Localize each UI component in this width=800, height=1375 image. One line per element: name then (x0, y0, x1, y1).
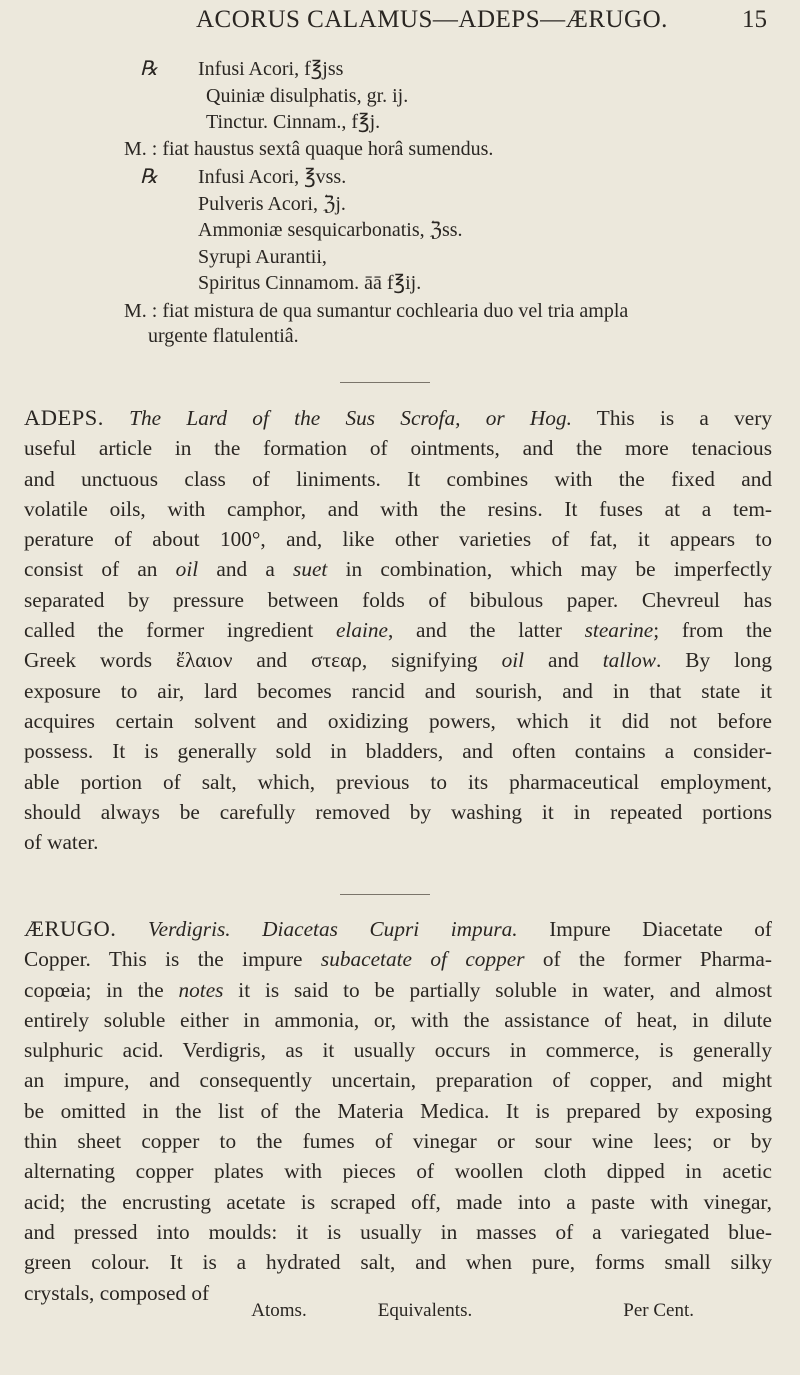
text-line: alternating copper plates with pieces of woollen cloth dipped in acetic (24, 1159, 772, 1184)
text-line: acquires certain solvent and oxidizing powers, which it did not before (24, 708, 772, 733)
running-header (0, 6, 800, 42)
rx2-directions-line: M. : fiat mistura de qua sumantur cochlearia duo vel tria ampla (124, 300, 629, 322)
section-divider (340, 894, 430, 895)
text-line: should always be carefully removed by washing it in repeated portions (24, 799, 772, 824)
rx2-line: Pulveris Acori, ℨj. (198, 192, 346, 215)
rx1-line: Tinctur. Cinnam., f℥j. (206, 111, 381, 133)
text-line: exposure to air, lard becomes rancid and sourish, and in that state it (24, 678, 772, 703)
rx1-line: Quiniæ disulphatis, gr. ij. (206, 84, 409, 107)
text-line: crystals, composed of (24, 1280, 210, 1305)
text-line: called the former ingredient elaine, and the latter stearine; from the (24, 618, 772, 643)
rx2-line: Ammoniæ sesquicarbonatis, ℨss. (198, 219, 463, 241)
text-line: possess. It is generally sold in bladders, and often contains a consider- (24, 739, 772, 764)
text-line: copœia; in the notes it is said to be partially soluble in water, and almost (24, 977, 772, 1002)
rx2-directions-line: urgente flatulentiâ. (148, 325, 299, 347)
text-line: an impure, and consequently uncertain, preparation of copper, and might (24, 1068, 772, 1093)
text-line: of water. (24, 830, 99, 855)
rx2-line: Infusi Acori, ℥vss. (198, 166, 347, 188)
text-line: consist of an oil and a suet in combination, which may be imperfectly (24, 557, 772, 582)
rx1-directions: M. : fiat haustus sextâ quaque horâ sumendus. (124, 138, 494, 160)
text-line: ADEPS. The Lard of the Sus Scrofa, or Hog. This is a very (24, 405, 772, 430)
text-line: sulphuric acid. Verdigris, as it usually occurs in commerce, is generally (24, 1038, 772, 1063)
header-per-cent: Per Cent. (623, 1300, 694, 1321)
text-line: acid; the encrusting acetate is scraped off, made into a paste with vinegar, (24, 1189, 772, 1214)
header-atoms: Atoms. (251, 1300, 307, 1321)
text-line: able portion of salt, which, previous to its pharmaceutical employment, (24, 769, 772, 794)
header-equivalents: Equivalents. (377, 1300, 473, 1321)
recipe-symbol-icon: ℞ (140, 58, 158, 80)
text-line: volatile oils, with camphor, and with the resins. It fuses at a tem- (24, 496, 772, 521)
rx1-line: Infusi Acori, f℥jss (198, 58, 344, 80)
prescription-1 (140, 56, 760, 138)
text-line: separated by pressure between folds of bibulous paper. Chevreul has (24, 587, 772, 612)
text-line: green colour. It is a hydrated salt, and when pure, forms small silky (24, 1250, 772, 1275)
rx2-line: Syrupi Aurantii, (198, 245, 327, 268)
text-line: be omitted in the list of the Materia Medica. It is prepared by exposing (24, 1098, 772, 1123)
table-header-row (24, 1300, 784, 1326)
text-line: Greek words ἔλαιον and στεαρ, signifying oil and tallow. By long (24, 648, 772, 673)
text-line: thin sheet copper to the fumes of vinegar or sour wine lees; or by (24, 1129, 772, 1154)
text-line: entirely soluble either in ammonia, or, with the assistance of heat, in dilute (24, 1007, 772, 1032)
aerugo-entry (24, 914, 772, 1308)
text-line: and pressed into moulds: it is usually in masses of a variegated blue- (24, 1219, 772, 1244)
text-line: perature of about 100°, and, like other varieties of fat, it appears to (24, 527, 772, 552)
prescription-2 (140, 164, 760, 304)
text-line: and unctuous class of liniments. It combines with the fixed and (24, 466, 772, 491)
text-line: Copper. This is the impure subacetate of copper of the former Pharma- (24, 947, 772, 972)
adeps-entry (24, 403, 772, 857)
section-divider (340, 382, 430, 383)
recipe-symbol-icon: ℞ (140, 166, 158, 188)
page-number: 15 (742, 6, 767, 33)
header-title: ACORUS CALAMUS—ADEPS—ÆRUGO. (196, 6, 668, 33)
text-line: useful article in the formation of ointments, and the more tenacious (24, 436, 772, 461)
rx2-line: Spiritus Cinnamom. āā f℥ij. (198, 272, 422, 294)
text-line: ÆRUGO. Verdigris. Diacetas Cupri impura. Impure Diacetate of (24, 916, 772, 941)
